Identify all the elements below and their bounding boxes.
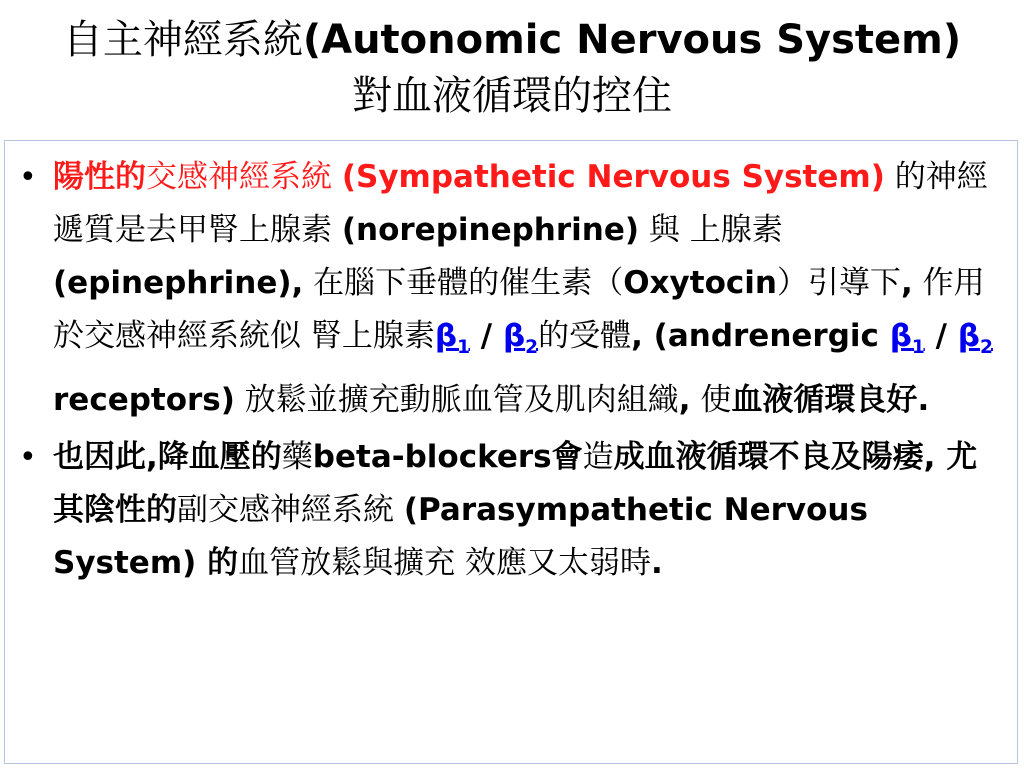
bullet-item-2	[5, 431, 1005, 590]
b1-good-circulation: 血液循環良好	[731, 382, 918, 419]
b2-cause: 造	[582, 439, 614, 476]
b1-text-1: 的神經遞質是去甲腎上腺素	[53, 159, 988, 248]
b2-parasympathetic-en: (Parasympathetic Nervous System) 的	[53, 492, 868, 582]
b1-slash-2: /	[924, 318, 958, 354]
b1-andrenergic: , (andrenergic	[631, 318, 890, 354]
b2-will: 會	[551, 439, 583, 476]
b1-comma-2: ,	[678, 382, 691, 419]
bullet-item-1	[5, 151, 1005, 427]
b2-medicine: 藥	[281, 439, 313, 476]
b1-text-2: 與 上腺素	[639, 212, 783, 248]
b2-negative: 尤其陰性的	[53, 439, 978, 529]
b1-sympathetic-en: (Sympathetic Nervous System)	[341, 159, 885, 195]
b1-text-3: 在腦下垂體的催生素（	[303, 265, 624, 301]
b1-sympathetic-cjk: 交感神經系統	[146, 159, 342, 195]
content-box	[4, 140, 1018, 764]
b1-text-7: 放鬆並擴充動脈血管及肌肉組織	[234, 382, 679, 419]
b1-text-8: 使	[690, 382, 732, 419]
b1-text-4: ）引導下	[776, 265, 901, 301]
bullet-list	[5, 141, 1017, 590]
b1-epinephrine: (epinephrine),	[53, 265, 304, 301]
b2-text-2: 血管放鬆與擴充 效應又太弱時	[238, 545, 651, 582]
b1-norepinephrine: (norepinephrine)	[341, 212, 640, 248]
b1-text-6: 的受體	[538, 318, 632, 354]
title-cjk-1: 自主神經系統	[62, 17, 303, 63]
b1-oxytocin: Oxytocin	[623, 265, 777, 301]
title-cjk-2: 對血液循環的控住	[352, 73, 672, 119]
b2-text-1: 也因此,降血壓的	[53, 439, 282, 476]
bullet-dot-icon: •	[19, 440, 37, 476]
b1-slash-1: /	[470, 318, 503, 354]
beta2-receptor-link[interactable]: $\beta_2$	[957, 318, 993, 359]
b2-poor-circulation: 成血液循環不良及陽痿	[613, 439, 924, 476]
b2-period: .	[650, 545, 663, 582]
b1-positive: 陽性的	[53, 159, 146, 195]
b2-parasympathetic-cjk: 副交感神經系統	[177, 492, 404, 529]
title-latin: (Autonomic Nervous System)	[302, 17, 962, 63]
beta2-link[interactable]: $\beta_2$	[502, 318, 539, 359]
beta1-link[interactable]: $\beta_1$	[434, 318, 471, 359]
b1-period: .	[917, 382, 930, 419]
beta1-receptor-link[interactable]: $\beta_1$	[889, 318, 925, 359]
b1-receptors: receptors)	[53, 382, 235, 419]
bullet-dot-icon: •	[19, 160, 37, 195]
b1-text-5: 作用於交感神經系統似 腎上腺素	[53, 265, 985, 354]
b2-beta-blockers: beta-blockers	[312, 439, 552, 476]
slide-title	[60, 12, 964, 124]
b2-comma: ,	[923, 439, 947, 476]
b1-comma-1: ,	[900, 265, 913, 301]
